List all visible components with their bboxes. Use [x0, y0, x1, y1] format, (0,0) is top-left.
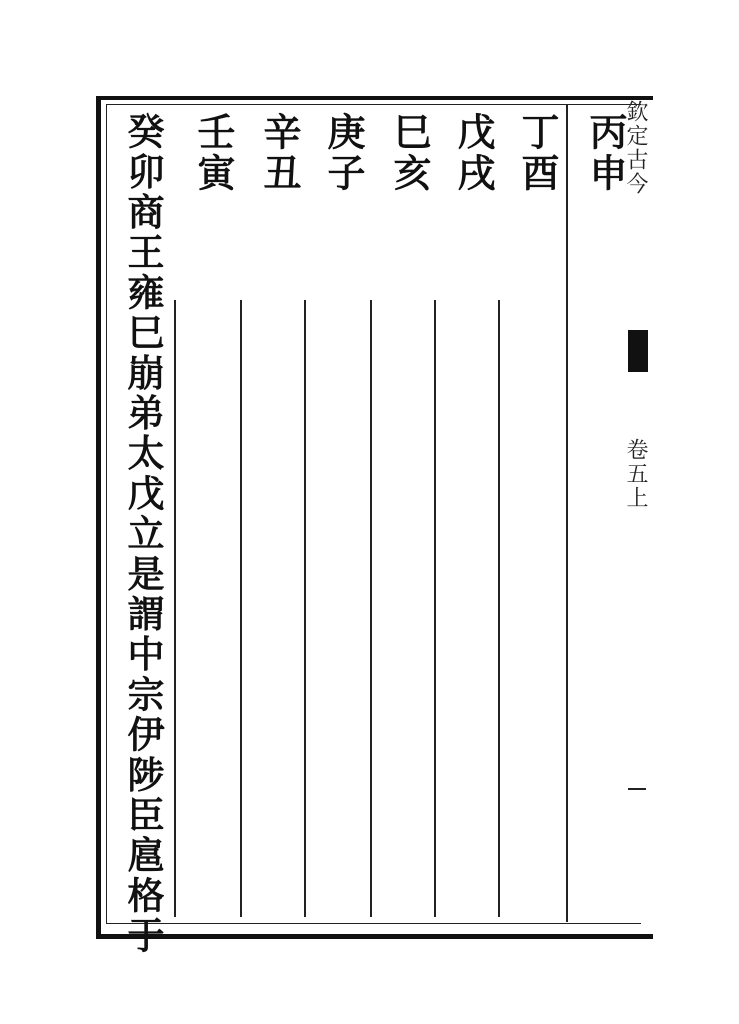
- column-rule: [434, 300, 436, 917]
- column-text-6: 辛丑: [257, 112, 302, 194]
- column-rule: [240, 300, 242, 917]
- column-rule: [498, 300, 500, 917]
- volume-label: 卷五上: [623, 438, 648, 510]
- inner-border: [106, 104, 641, 924]
- column-rule: [566, 104, 568, 922]
- column-text-3: 戊戌: [451, 112, 496, 194]
- column-rule: [304, 300, 306, 917]
- column-rule: [174, 300, 176, 917]
- fish-tail-mark: [628, 330, 648, 372]
- column-text-7: 壬寅: [191, 112, 236, 194]
- column-text-2: 丁酉: [515, 112, 560, 194]
- column-text-4: 巳亥: [387, 112, 432, 194]
- margin-tick: [628, 788, 646, 790]
- margin-title: 欽定古今: [623, 100, 648, 196]
- column-rule: [370, 300, 372, 917]
- column-text-5: 庚子: [321, 112, 366, 194]
- column-text-8: 癸卯商王雍巳崩弟太戊立是謂中宗伊陟臣扈格于: [121, 112, 165, 957]
- column-text-1: 丙申: [583, 112, 628, 194]
